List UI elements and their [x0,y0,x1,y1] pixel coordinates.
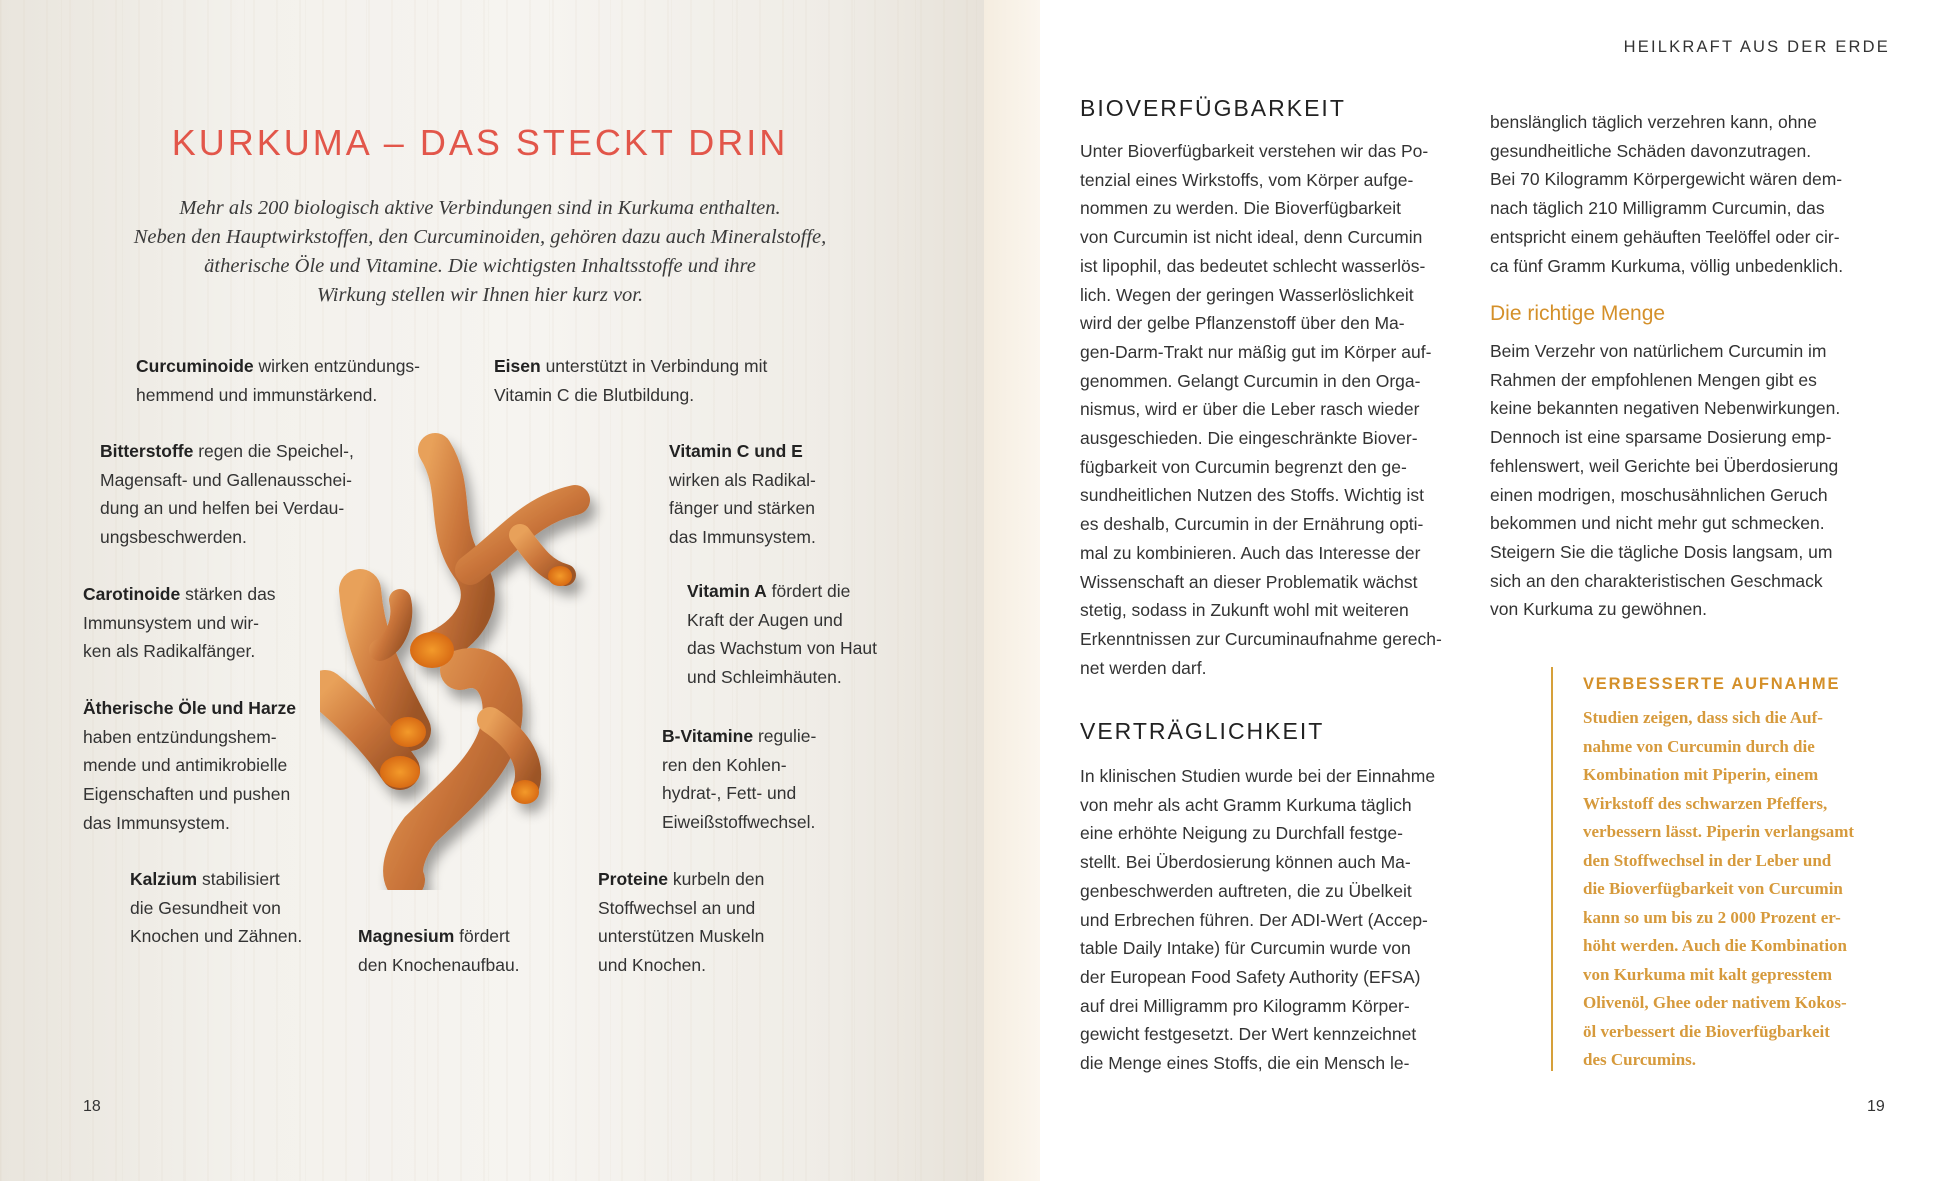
text-line: Kombination mit Piperin, einem [1583,765,1819,784]
ingredient-name: Carotinoide [83,584,181,604]
text-line: von mehr als acht Gramm Kurkuma täglich [1080,794,1412,815]
ingredient-name: Eisen [494,356,541,376]
ingredient-text: fördert [454,926,510,946]
text-line: ist lipophil, das bedeutet schlecht wasserlös- [1080,255,1426,276]
ingredient-text: wirken entzündungs- [253,356,421,376]
ingredient-text: die Gesundheit von [130,897,281,918]
paragraph-vertraeglichkeit [1080,762,1435,1078]
ingredient-magnesium [358,922,520,979]
heading-vertraeglichkeit: VERTRÄGLICHKEIT [1080,718,1325,744]
text-line: In klinischen Studien wurde bei der Einnahme [1080,766,1436,786]
ingredient-text: und Knochen. [598,955,707,976]
turmeric-root-image [320,420,660,890]
text-line: stellt. Bei Überdosierung können auch Ma- [1080,852,1411,873]
text-line: genbeschwerden auftreten, die zu Übelkeit [1080,880,1412,901]
text-line: gesundheitliche Schäden davonzutragen. [1490,140,1812,161]
ingredient-bitterstoffe [100,437,354,552]
page-number-right: 19 [1867,1098,1885,1115]
text-line: gen-Darm-Trakt nur mäßig gut im Körper auf- [1080,341,1432,362]
intro-line: ätherische Öle und Vitamine. Die wichtigsten Inhaltsstoffe und ihre [204,255,756,277]
text-line: öl verbessert die Bioverfügbarkeit [1583,1021,1830,1041]
text-line: Beim Verzehr von natürlichem Curcumin im [1490,341,1827,361]
text-line: bekommen und nicht mehr gut schmecken. [1490,513,1825,534]
text-line: Wissenschaft an dieser Problematik wächst [1080,571,1418,592]
ingredient-name: Vitamin A [687,581,767,601]
ingredient-text: Knochen und Zähnen. [130,926,303,947]
text-line: Bei 70 Kilogramm Körpergewicht wären dem- [1490,169,1843,190]
ingredient-text: regulie- [753,726,817,746]
ingredient-curcuminoide [136,352,420,409]
ingredient-text: unterstützen Muskeln [598,926,765,947]
intro-line: Mehr als 200 biologisch aktive Verbindungen sind in Kurkuma enthalten. [179,197,781,219]
ingredient-eisen [494,352,767,409]
text-line: lich. Wegen der geringen Wasserlöslichkeit [1080,284,1414,305]
ingredient-text: haben entzündungshem- [83,726,277,747]
ingredient-name: Kalzium [130,869,198,889]
text-line: Unter Bioverfügbarkeit verstehen wir das Po- [1080,141,1429,161]
ingredient-text: fördert die [766,581,851,601]
text-line: Rahmen der empfohlenen Mengen gibt es [1490,369,1817,390]
text-line: Erkenntnissen zur Curcuminaufnahme gerech- [1080,628,1442,649]
text-line: Wirkstoff des schwarzen Pfeffers, [1583,793,1828,813]
running-head: HEILKRAFT AUS DER ERDE [1623,38,1890,56]
ingredient-text: stabilisiert [197,869,280,889]
ingredient-name: B-Vitamine [662,726,754,746]
intro-line: Neben den Hauptwirkstoffen, den Curcuminoiden, gehören dazu auch Mineralstoffe, [133,226,827,248]
ingredient-text: regen die Speichel-, [193,441,354,461]
text-line: des Curcumins. [1583,1050,1697,1069]
text-line: benslänglich täglich verzehren kann, ohne [1490,112,1817,132]
paragraph-column2 [1490,108,1843,280]
ingredient-aetherische-oele [83,694,296,838]
text-line: von Curcumin ist nicht ideal, denn Curcumin [1080,227,1423,248]
subheading-richtige-menge: Die richtige Menge [1490,302,1666,325]
page-title: KURKUMA – DAS STECKT DRIN [171,122,789,163]
text-line: der European Food Safety Authority (EFSA) [1080,966,1421,987]
text-line: wird der gelbe Pflanzenstoff über den Ma- [1080,313,1405,334]
text-line: entspricht einem gehäuften Teelöffel oder cir- [1490,226,1840,247]
ingredient-vitamin-a [687,577,877,692]
ingredient-text: ken als Radikalfänger. [83,641,256,662]
text-line: gewicht festgesetzt. Der Wert kennzeichnet [1080,1024,1417,1045]
ingredient-name: Proteine [598,869,669,889]
text-line: nommen zu werden. Die Bioverfügbarkeit [1080,198,1401,219]
text-line: tenzial eines Wirkstoffs, vom Körper aufge- [1080,169,1414,190]
text-line: fügbarkeit von Curcumin begrenzt den ge- [1080,456,1407,477]
text-line: nahme von Curcumin durch die [1583,736,1815,756]
paragraph-richtige-menge [1490,337,1840,624]
ingredient-name: Curcuminoide [136,356,254,376]
text-line: nach täglich 210 Milligramm Curcumin, das [1490,198,1825,219]
ingredient-text: hemmend und immunstärkend. [136,384,378,405]
ingredient-name: Vitamin C und E [669,441,803,461]
text-line: keine bekannten negativen Nebenwirkungen. [1490,398,1841,419]
text-line: nismus, wird er über die Leber rasch wieder [1080,399,1420,420]
ingredient-b-vitamine [662,722,816,837]
text-line: eine erhöhte Neigung zu Durchfall festge- [1080,823,1403,844]
text-line: Olivenöl, Ghee oder nativem Kokos- [1583,993,1847,1012]
ingredient-text: hydrat-, Fett- und [662,783,797,804]
ingredient-text: ungsbeschwerden. [100,527,247,548]
ingredient-text: Kraft der Augen und [687,609,843,630]
text-line: stetig, sodass in Zukunft wohl mit weiteren [1080,600,1409,621]
page-number-left: 18 [83,1098,101,1115]
text-line: sich an den charakteristischen Geschmack [1490,570,1823,591]
ingredient-text: wirken als Radikal- [669,469,816,490]
text-line: höht werden. Auch die Kombination [1583,936,1848,955]
ingredient-text: das Wachstum von Haut [687,638,877,659]
text-line: Studien zeigen, dass sich die Auf- [1583,708,1823,727]
text-line: von Kurkuma mit kalt gepresstem [1583,964,1833,984]
ingredient-name: Bitterstoffe [100,441,194,461]
text-line: Steigern Sie die tägliche Dosis langsam, um [1490,541,1833,562]
ingredient-proteine [598,865,764,980]
text-line: mal zu kombinieren. Auch das Interesse der [1080,542,1421,563]
ingredient-text: das Immunsystem. [669,527,816,548]
text-line: genommen. Gelangt Curcumin in den Orga- [1080,370,1421,391]
text-line: fehlenswert, weil Gerichte bei Überdosierung [1490,455,1839,476]
ingredient-text: ren den Kohlen- [662,754,787,775]
intro-text [110,194,850,310]
ingredient-text: fänger und stärken [669,498,815,519]
sidebar-rule [1551,667,1553,1071]
ingredient-text: Stoffwechsel an und [598,897,756,918]
ingredient-name: Magnesium [358,926,455,946]
text-line: net werden darf. [1080,657,1207,678]
text-line: kann so um bis zu 2 000 Prozent er- [1583,907,1841,927]
paragraph-bioverfuegbarkeit [1080,137,1442,682]
text-line: ausgeschieden. Die eingeschränkte Biover- [1080,428,1418,449]
text-line: einen modrigen, moschusähnlichen Geruch [1490,484,1828,505]
text-line: Dennoch ist eine sparsame Dosierung emp- [1490,427,1832,448]
ingredient-vitamin-c-e [669,437,816,552]
text-line: von Kurkuma zu gewöhnen. [1490,599,1707,620]
ingredient-text: Eigenschaften und pushen [83,784,291,805]
intro-line: Wirkung stellen wir Ihnen hier kurz vor. [316,284,644,306]
text-line: verbessern lässt. Piperin verlangsamt [1583,822,1855,841]
ingredient-text: Eiweißstoffwechsel. [662,812,816,833]
heading-bioverfuegbarkeit: BIOVERFÜGBARKEIT [1080,95,1346,121]
ingredient-text: den Knochenaufbau. [358,954,520,975]
ingredient-text: kurbeln den [668,869,765,889]
sidebar-text [1583,704,1854,1075]
ingredient-text: und Schleimhäuten. [687,667,842,688]
text-line: den Stoffwechsel in der Leber und [1583,850,1832,870]
book-spine [984,0,1040,1181]
text-line: sundheitlichen Nutzen des Stoffs. Wichtig ist [1080,485,1425,506]
text-line: table Daily Intake) für Curcumin wurde von [1080,938,1411,959]
ingredient-name: Ätherische Öle und Harze [83,698,296,718]
text-line: die Menge eines Stoffs, die ein Mensch le- [1080,1053,1410,1074]
text-line: die Bioverfügbarkeit von Curcumin [1583,879,1843,898]
ingredient-kalzium [130,865,302,951]
text-line: es deshalb, Curcumin in der Ernährung opti- [1080,514,1424,535]
text-line: und Erbrechen führen. Der ADI-Wert (Accep- [1080,909,1428,930]
ingredient-text: Vitamin C die Blutbildung. [494,384,695,405]
ingredient-text: Immunsystem und wir- [83,612,260,633]
sidebar-heading: VERBESSERTE AUFNAHME [1583,675,1841,693]
ingredient-text: dung an und helfen bei Verdau- [100,498,345,519]
text-line: ca fünf Gramm Kurkuma, völlig unbedenklich. [1490,255,1844,276]
ingredient-text: unterstützt in Verbindung mit [540,356,768,376]
ingredient-carotinoide [83,580,276,666]
ingredient-text: Magensaft- und Gallenausschei- [100,469,352,490]
ingredient-text: mende und antimikrobielle [83,755,288,776]
ingredient-text: das Immunsystem. [83,812,230,833]
ingredient-text: stärken das [180,584,276,604]
text-line: auf drei Milligramm pro Kilogramm Körper- [1080,995,1410,1016]
